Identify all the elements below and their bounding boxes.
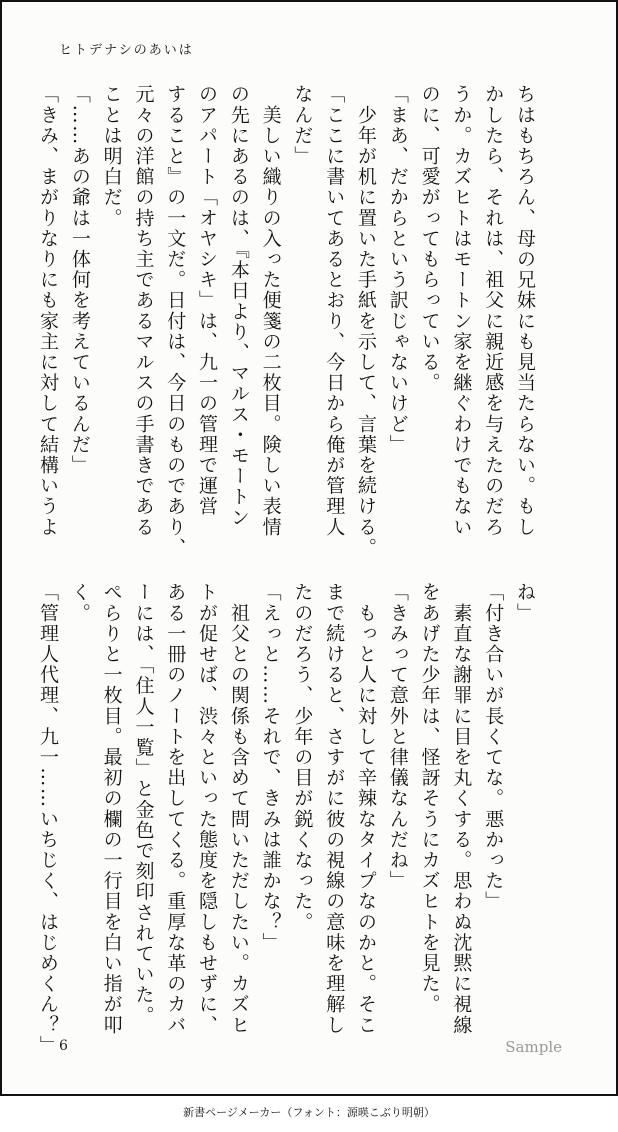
page-caption: 新書ページメーカー（フォント：源暎こぶり明朝） <box>183 1106 435 1119</box>
top-text-column: のに、可愛がってもらっている。 <box>418 84 441 393</box>
bottom-text-column: 「管理人代理、九一……いちじく、はじめくん？」 <box>37 582 60 1056</box>
bottom-text-column: まで続けると、さすがに彼の視線の意味を理解し <box>323 582 346 1036</box>
bottom-text-column: く。 <box>68 582 91 624</box>
top-text-column: うか。カズヒトはモートン家を継ぐわけでもない <box>450 84 473 538</box>
bottom-text-column: をあげた少年は、怪訝そうにカズヒトを見た。 <box>418 582 441 1015</box>
top-text-column: 「ここに書いてあるとおり、今日から俺が管理人 <box>323 84 346 538</box>
bottom-text-column: ぺらりと一枚目。最初の欄の一行目を白い指が叩 <box>100 582 123 1036</box>
top-text-column: なんだ」 <box>291 84 314 167</box>
top-text-column: 「まあ、だからという訳じゃないけど」 <box>386 84 409 455</box>
bottom-text-column: ある一冊のノートを出してくる。重厚な革のカバ <box>164 582 187 1036</box>
top-text-column: 少年が机に置いた手紙を示して、言葉を続ける。 <box>355 84 378 558</box>
text-block-top <box>37 84 540 558</box>
page-number: 6 <box>59 1038 68 1054</box>
top-text-column: のアパート「オヤシキ」は、九一の管理で運営 <box>196 84 219 517</box>
running-title: ヒトデナシのあいは <box>59 43 194 58</box>
top-text-column: の先にあるのは、『本日より、マルス・モートン <box>227 84 250 528</box>
top-text-column: ちはもちろん、母の兄妹にも見当たらない。もし <box>514 84 536 538</box>
bottom-text-column: たのだろう、少年の目が鋭くなった。 <box>291 582 314 933</box>
bottom-text-column: 「きみって意外と律儀なんだね」 <box>386 582 409 891</box>
top-text-column: 元々の洋館の持ち主であるマルスの手書きである <box>132 84 155 538</box>
sample-label: Sample <box>505 1038 562 1056</box>
top-text-column: 「……あの爺は一体何を考えているんだ」 <box>68 84 91 476</box>
bottom-text-column: もっと人に対して辛辣なタイプなのかと。そこ <box>355 582 378 1036</box>
bottom-text-column: 「付き合いが長くてな。悪かった」 <box>482 582 505 912</box>
top-text-column: 「きみ、まがりなりにも家主に対して結構いうよ <box>37 84 60 538</box>
bottom-text-column: ーには、「住人一覧」と金色で刻印されていた。 <box>132 582 155 1026</box>
bottom-text-column: 素直な謝罪に目を丸くする。思わぬ沈黙に視線 <box>450 582 473 1036</box>
bottom-text-column: 祖父との関係も含めて問いただしたい。カズヒ <box>227 582 250 1036</box>
bottom-text-column: ね」 <box>514 582 536 624</box>
top-text-column: すること』の一文だ。日付は、今日のものであり、 <box>164 84 187 558</box>
bottom-text-column: 「えっと……それで、きみは誰かな？」 <box>259 582 282 953</box>
top-text-column: ことは明白だ。 <box>100 84 123 229</box>
top-text-column: かしたら、それは、祖父に親近感を与えたのだろ <box>482 84 505 538</box>
top-text-column: 美しい織りの入った便箋の二枚目。険しい表情 <box>259 84 282 538</box>
bottom-text-column: トが促せば、渋々といった態度を隠しもせずに、 <box>196 582 219 1036</box>
